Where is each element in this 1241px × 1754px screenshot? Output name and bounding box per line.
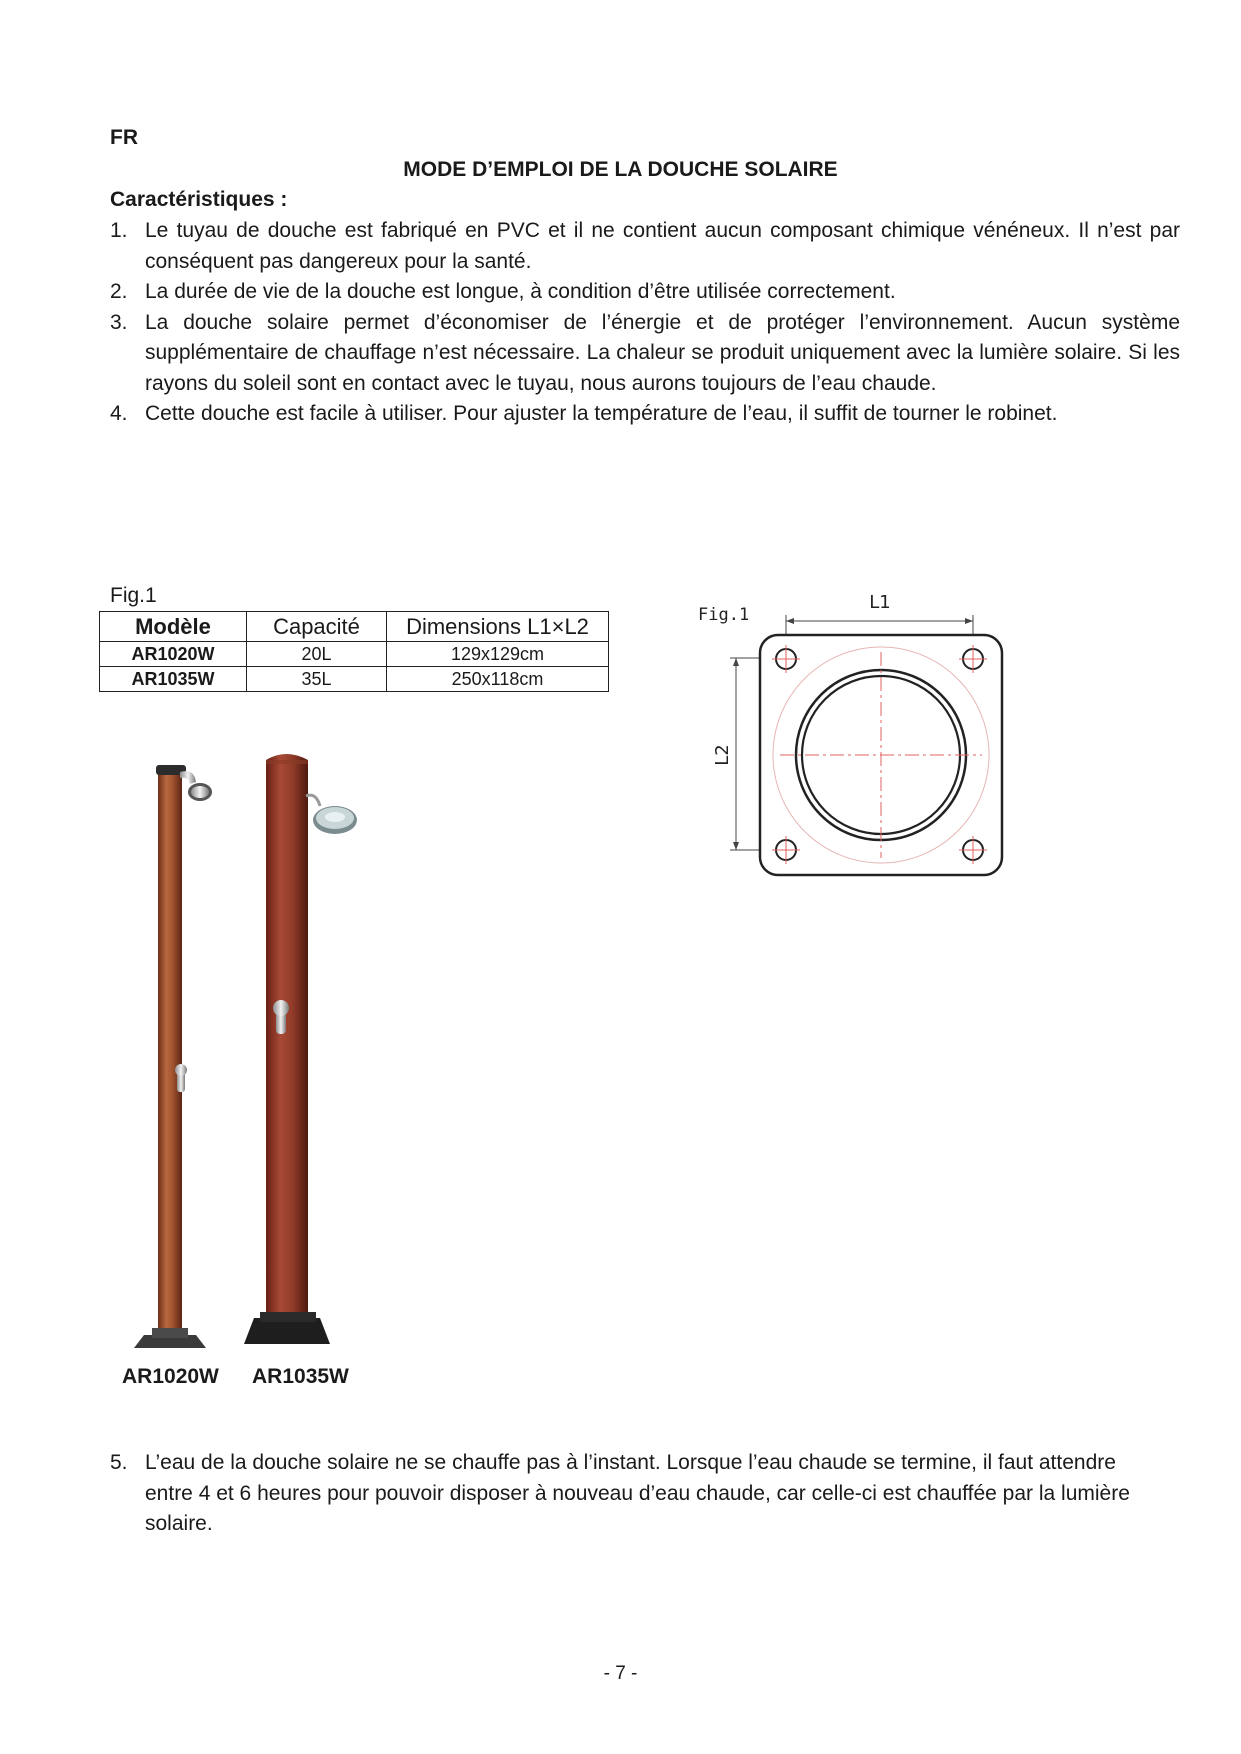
list-text: L’eau de la douche solaire ne se chauffe pas à l’instant. Lorsque l’eau chaude se termine, il faut attendre entre 4 et 6 heures pour pouvoir disposer à nouveau d’eau chaude, car celle-ci est chauffée par la lumière solaire.: [145, 1451, 1130, 1535]
table-header-cell: Capacité: [247, 612, 387, 642]
table-row: [100, 667, 609, 692]
list-item: [110, 216, 1180, 277]
list-number: 5.: [110, 1451, 128, 1474]
photo-caption: AR1020W: [122, 1365, 219, 1388]
page-number: - 7 -: [603, 1663, 638, 1684]
bolt-hole: [772, 645, 800, 673]
table-cell: 20L: [247, 642, 387, 667]
list-number: 1.: [110, 219, 128, 242]
table-row: [100, 642, 609, 667]
l2-label: L2: [712, 744, 733, 766]
bolt-hole: [959, 645, 987, 673]
drawing-fig-label: Fig.1: [698, 605, 750, 625]
table-cell: AR1035W: [100, 667, 247, 692]
list-item: [110, 277, 1180, 308]
list-text: Cette douche est facile à utiliser. Pour ajuster la température de l’eau, il suffit de tourner le robinet.: [145, 402, 1058, 425]
list-text: Le tuyau de douche est fabriqué en PVC et il ne contient aucun composant chimique vénéneux. Il n’est par conséquent pas dangereux pour la santé.: [145, 219, 1180, 273]
table-fig-label: Fig.1: [110, 584, 157, 607]
list-item: [110, 1448, 1180, 1540]
list-number: 3.: [110, 310, 128, 334]
list-number: 2.: [110, 280, 128, 303]
table-header-cell: Dimensions L1×L2: [387, 612, 609, 642]
list-item: [110, 399, 1180, 430]
table-cell: 250x118cm: [387, 667, 609, 692]
list-text: La durée de vie de la douche est longue, à condition d’être utilisée correctement.: [145, 280, 896, 303]
table-cell: 35L: [247, 667, 387, 692]
photo-caption: AR1035W: [252, 1365, 349, 1388]
table-header-cell: Modèle: [100, 612, 247, 642]
page-title: MODE D’EMPLOI DE LA DOUCHE SOLAIRE: [403, 158, 838, 181]
list-text: La douche solaire permet d’économiser de l’énergie et de protéger l’environnement. Aucun système supplémentaire de chauffage n’est nécessaire. La chaleur se produit uniquement avec la lumière solaire. Si les rayons du soleil sont en contact avec le tuyau, nous aurons toujours de l’eau chaude.: [145, 310, 1180, 395]
table-cell: 129x129cm: [387, 642, 609, 667]
shower-ar1020w-photo: [134, 765, 212, 1348]
feature-list: [110, 216, 1180, 430]
base-plate-drawing: [690, 580, 1030, 900]
shower-photos: [130, 740, 390, 1350]
bolt-hole: [772, 836, 800, 864]
shower-ar1035w-photo: [244, 754, 357, 1344]
bolt-hole: [959, 836, 987, 864]
table-header-row: [100, 612, 609, 642]
spec-table: [99, 611, 609, 692]
section-heading: Caractéristiques :: [110, 188, 288, 211]
language-tag: FR: [110, 126, 138, 149]
list-number: 4.: [110, 402, 128, 425]
list-item: [110, 308, 1180, 400]
l1-label: L1: [869, 592, 891, 613]
note-list: [110, 1448, 1180, 1540]
table-cell: AR1020W: [100, 642, 247, 667]
